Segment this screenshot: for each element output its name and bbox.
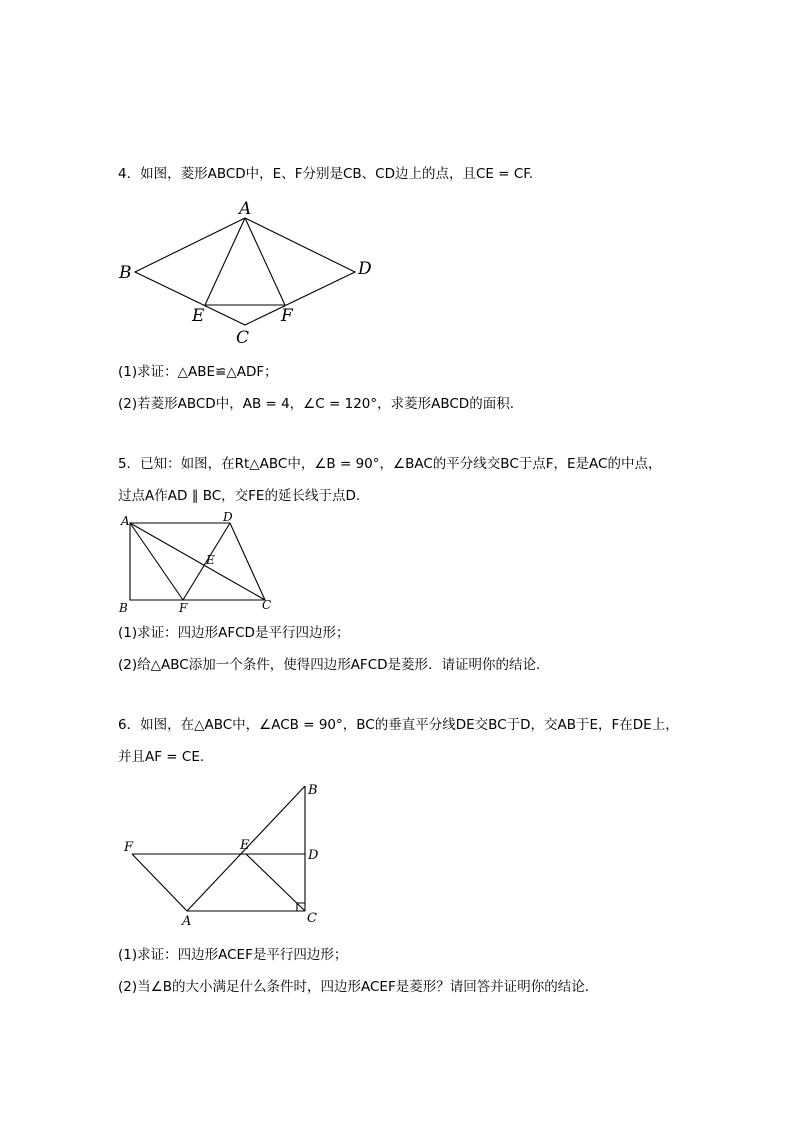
q6-label-e: E <box>240 838 250 853</box>
q4-part1: (1)求证：△ABE≌△ADF； <box>118 364 278 380</box>
q6-label-a: A <box>182 914 192 929</box>
q6-label-d: D <box>308 848 319 863</box>
q4-label-a: A <box>239 199 252 219</box>
q4-segment-af <box>245 218 285 305</box>
q5-stem-line2: 过点A作AD ∥ BC，交FE的延长线于点D. <box>118 488 361 504</box>
q6-part2: (2)当∠B的大小满足什么条件时，四边形ACEF是菱形？请回答并证明你的结论. <box>118 979 589 995</box>
q6-label-b: B <box>308 783 318 798</box>
q5-part2: (2)给△ABC添加一个条件，使得四边形AFCD是菱形．请证明你的结论. <box>118 657 541 673</box>
q5-stem-line1: 5．已知：如图，在Rt△ABC中，∠B = 90°，∠BAC的平分线交BC于点F，E是AC的中点， <box>118 456 662 472</box>
q6-segment-fa <box>132 854 187 911</box>
q6-label-c: C <box>307 911 317 926</box>
q4-rhombus <box>135 218 355 325</box>
q6-part1: (1)求证：四边形ACEF是平行四边形； <box>118 947 348 963</box>
q5-label-c: C <box>262 598 272 612</box>
q5-label-d: D <box>223 510 233 524</box>
q6-stem-line1: 6．如图，在△ABC中，∠ACB = 90°，BC的垂直平分线DE交BC于D，交AB于E，F在DE上， <box>118 717 679 733</box>
q5-label-b: B <box>119 601 128 615</box>
q4-label-d: D <box>358 259 372 279</box>
q5-label-e: E <box>206 553 215 567</box>
q5-part1: (1)求证：四边形AFCD是平行四边形； <box>118 625 350 641</box>
q4-label-e: E <box>192 306 205 326</box>
q5-figure <box>110 505 290 615</box>
q4-label-b: B <box>119 263 132 283</box>
q4-figure <box>110 195 390 350</box>
q6-figure <box>110 775 340 935</box>
q6-stem-line2: 并且AF = CE. <box>118 749 205 765</box>
q5-segment-ac <box>130 523 265 600</box>
q4-segment-ae <box>205 218 245 305</box>
q5-label-f: F <box>179 601 188 615</box>
q4-part2: (2)若菱形ABCD中，AB = 4，∠C = 120°，求菱形ABCD的面积. <box>118 396 514 412</box>
q4-stem: 4．如图，菱形ABCD中，E、F分别是CB、CD边上的点，且CE = CF. <box>118 166 534 182</box>
q6-segment-ec <box>246 854 305 911</box>
q5-segment-af <box>130 523 183 600</box>
q5-label-a: A <box>121 514 130 528</box>
q4-label-c: C <box>236 328 250 348</box>
q6-label-f: F <box>124 840 134 855</box>
q4-label-f: F <box>281 306 293 326</box>
